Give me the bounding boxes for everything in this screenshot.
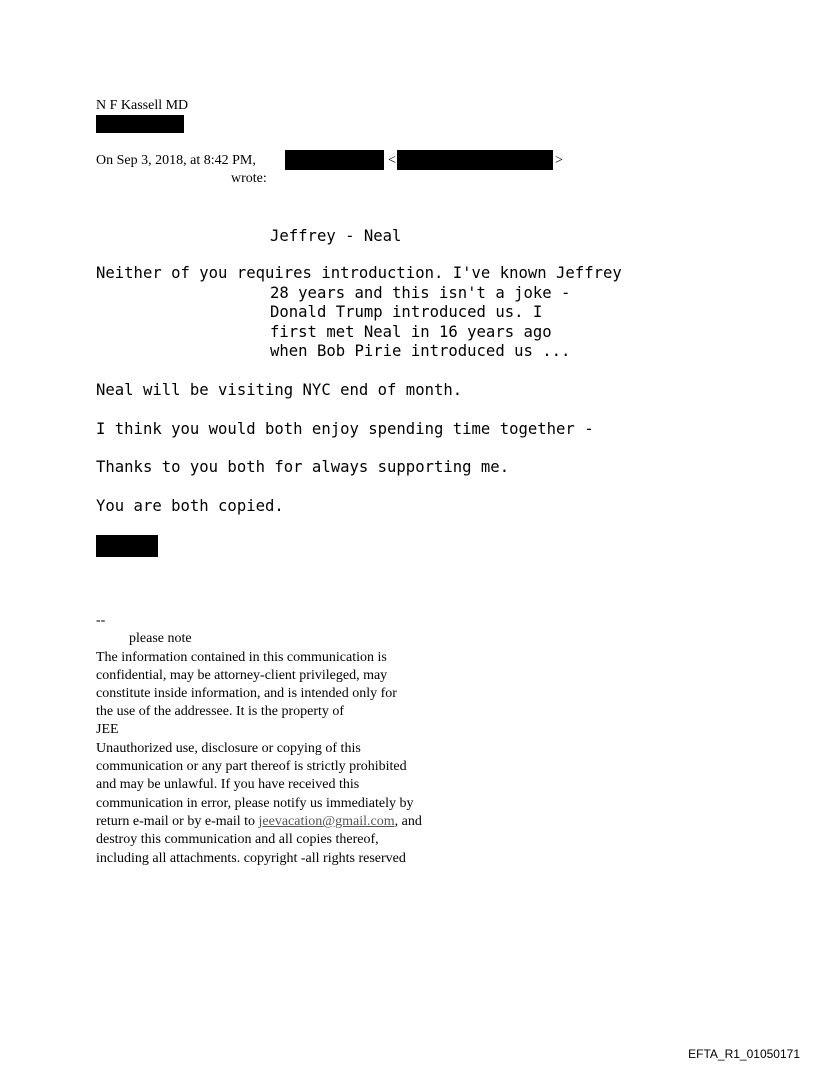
disclaimer-return-line	[96, 813, 422, 831]
message-enjoy: I think you would both enjoy spending time together -	[96, 420, 594, 438]
disclaimer-line: the use of the addressee. It is the property of	[96, 704, 345, 719]
document-id: EFTA_R1_01050171	[688, 1047, 800, 1061]
redacted-quoted-sender-email	[397, 150, 553, 170]
disclaimer-line: The information contained in this communication is	[96, 650, 387, 665]
message-greeting: Jeffrey - Neal	[270, 227, 402, 245]
email-link[interactable]: jeevacation@gmail.com	[258, 814, 395, 829]
message-copied: You are both copied.	[96, 497, 284, 515]
disclaimer-line: constitute inside information, and is intended only for	[96, 686, 397, 701]
disclaimer-line: and may be unlawful. If you have received this	[96, 777, 360, 792]
redacted-quoted-sender-name	[285, 150, 384, 170]
quote-header-wrote: wrote:	[231, 171, 267, 186]
disclaimer-note: please note	[129, 631, 192, 646]
redacted-signature	[96, 535, 158, 557]
disclaimer-line: communication in error, please notify us immediately by	[96, 796, 414, 811]
message-intro-line: 28 years and this isn't a joke -	[270, 284, 571, 302]
sender-name: N F Kassell MD	[96, 98, 189, 113]
disclaimer-closing-line: destroy this communication and all copies thereof,	[96, 832, 379, 847]
message-intro-line: Neither of you requires introduction. I've known Jeffrey	[96, 264, 622, 282]
email-close-bracket: >	[555, 153, 563, 168]
redacted-sender-contact	[96, 115, 184, 133]
disclaimer-line: Unauthorized use, disclosure or copying of this	[96, 741, 361, 756]
disclaimer-line: JEE	[96, 722, 119, 737]
disclaimer-return-prefix: return e-mail or by e-mail to	[96, 814, 259, 829]
message-thanks: Thanks to you both for always supporting me.	[96, 458, 510, 476]
message-visit: Neal will be visiting NYC end of month.	[96, 381, 463, 399]
message-intro-line: when Bob Pirie introduced us ...	[270, 342, 571, 360]
disclaimer-line: communication or any part thereof is strictly prohibited	[96, 759, 407, 774]
message-intro-line: first met Neal in 16 years ago	[270, 323, 552, 341]
disclaimer-return-suffix: , and	[394, 814, 422, 829]
disclaimer-dashes: --	[96, 613, 106, 628]
email-open-bracket: <	[388, 153, 396, 168]
disclaimer-closing-line: including all attachments. copyright -all rights reserved	[96, 851, 406, 866]
disclaimer-line: confidential, may be attorney-client privileged, may	[96, 668, 388, 683]
message-intro-line: Donald Trump introduced us. I	[270, 303, 543, 321]
quote-header-prefix: On Sep 3, 2018, at 8:42 PM,	[96, 153, 256, 168]
